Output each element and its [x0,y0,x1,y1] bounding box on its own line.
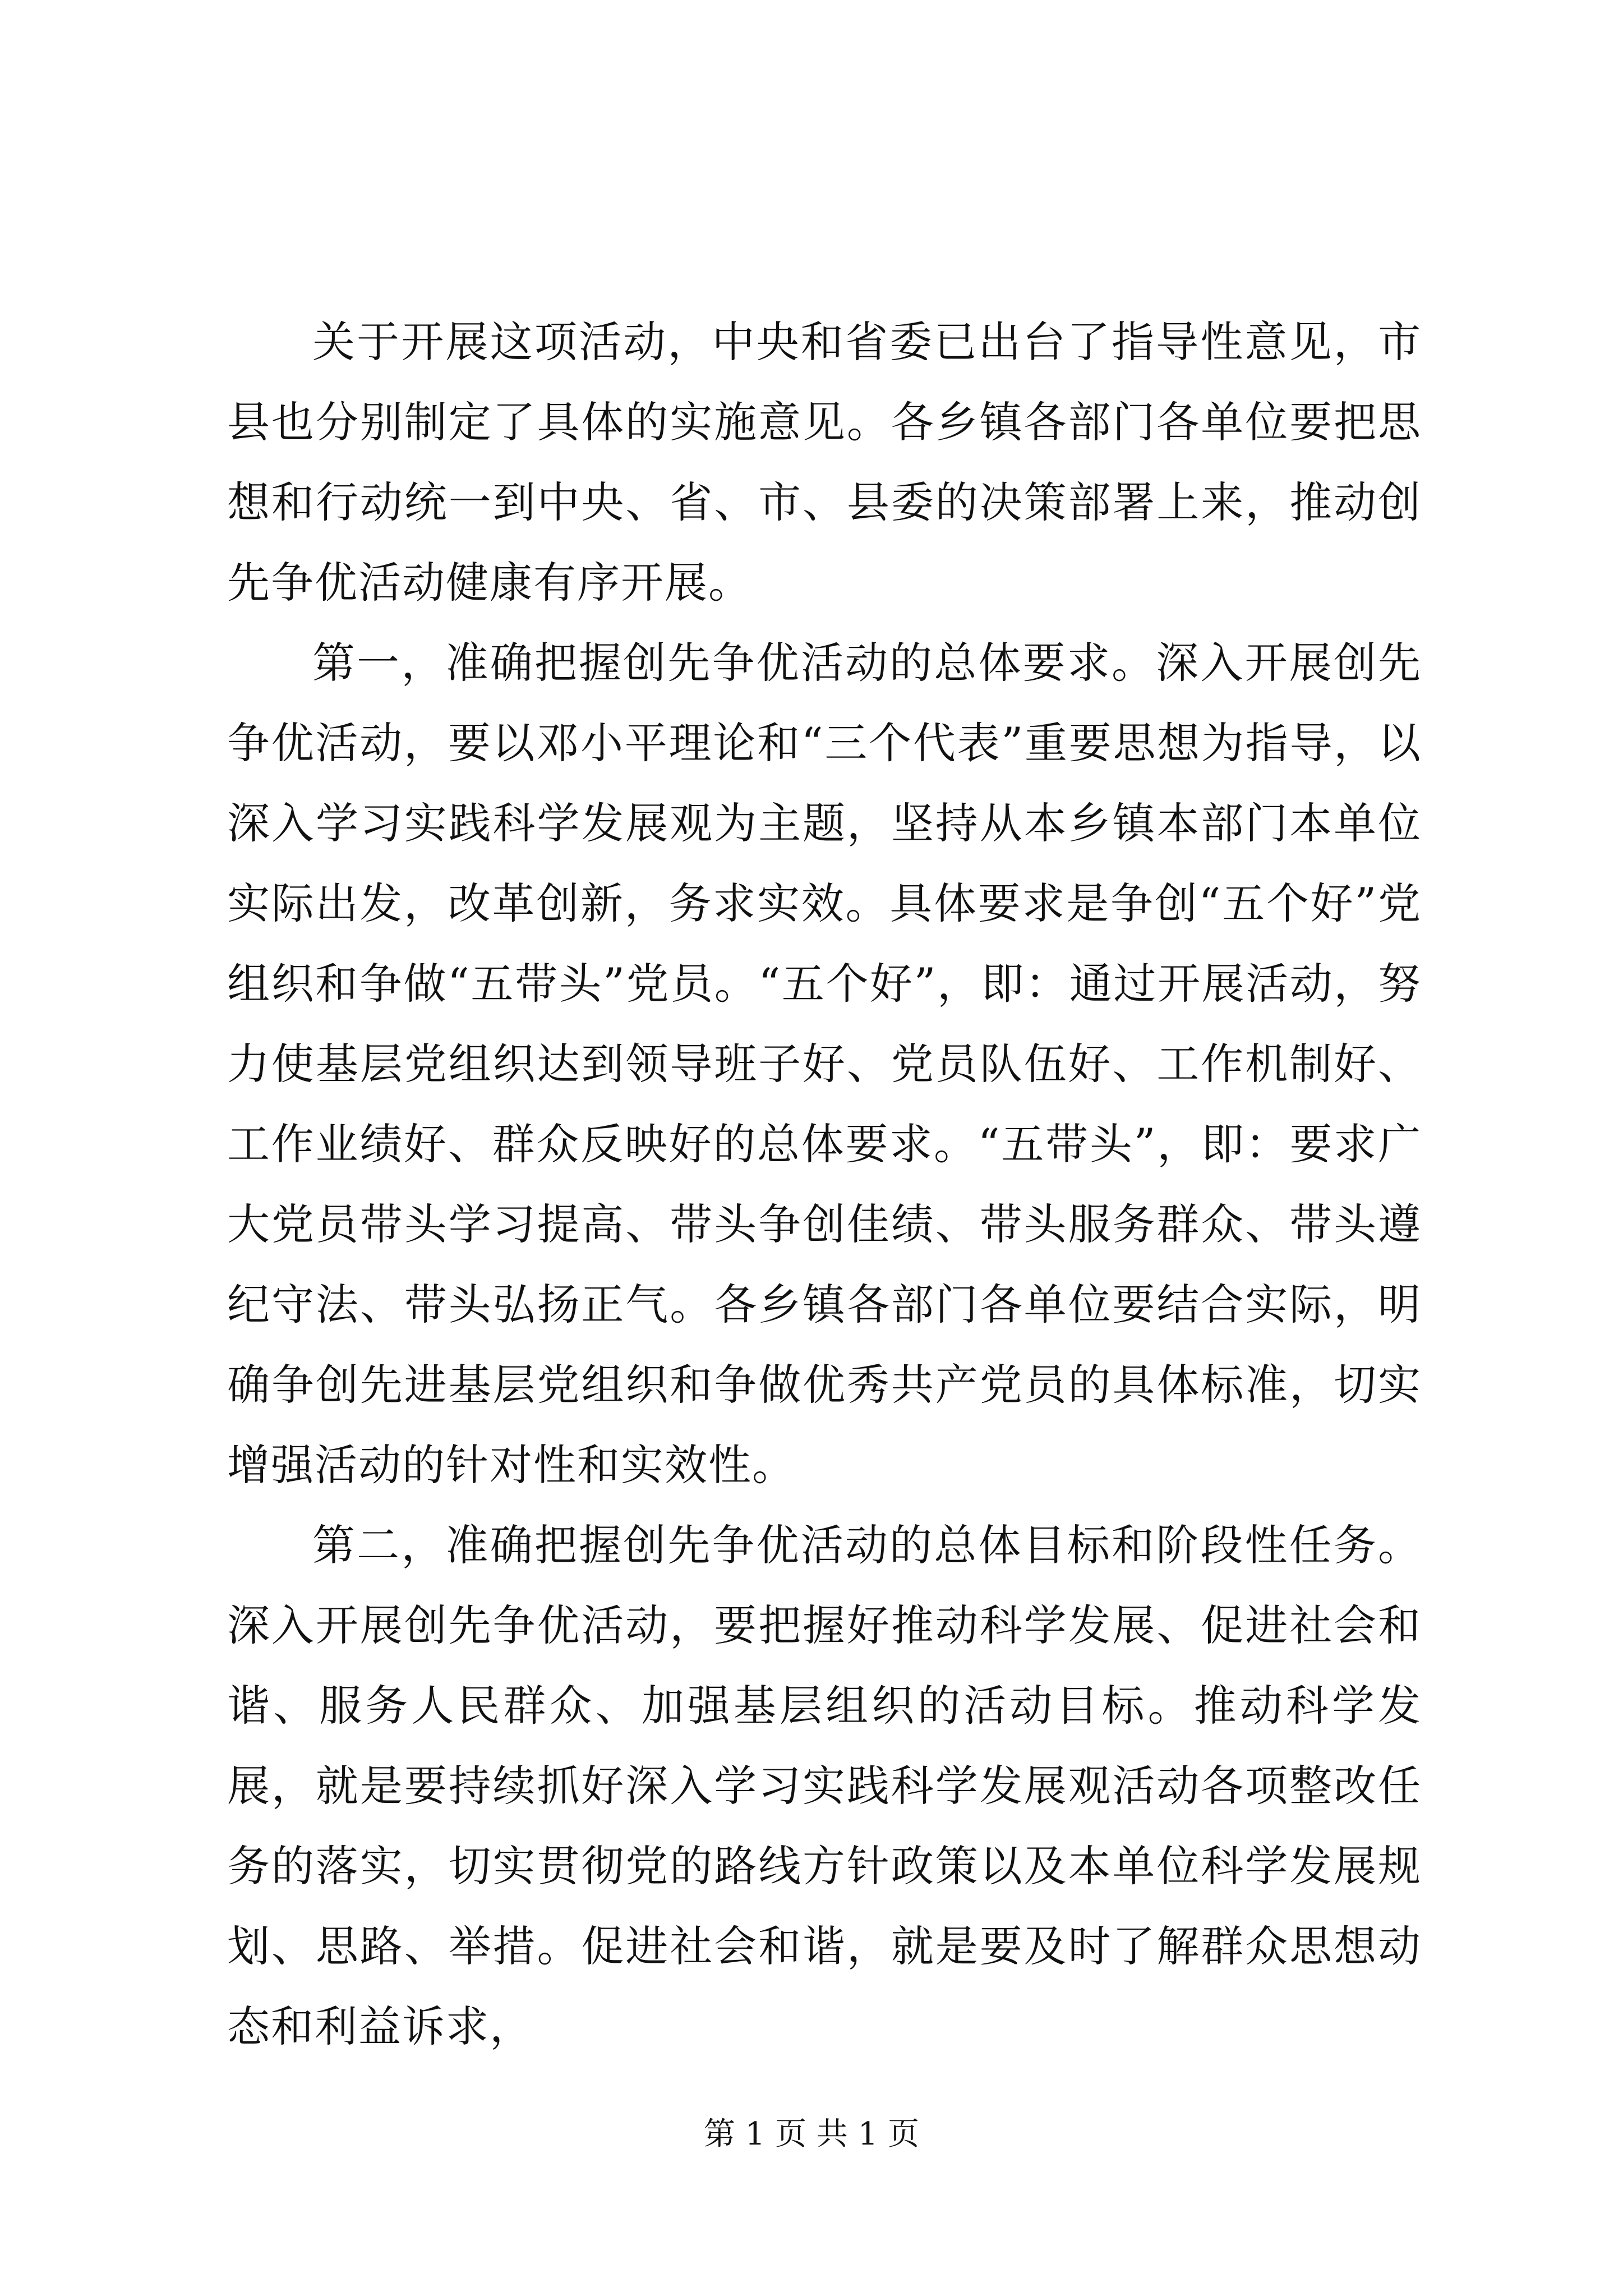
paragraph-second-point: 第二，准确把握创先争优活动的总体目标和阶段性任务。深入开展创先争优活动，要把握好推动科学发展、促进社会和谐、服务人民群众、加强基层组织的活动目标。推动科学发展，就是要持续抓好深入学习实践科学发展观活动各项整改任务的落实，切实贯彻党的路线方针政策以及本单位科学发展规划、思路、举措。促进社会和谐，就是要及时了解群众思想动态和利益诉求， [227,1520,1422,2051]
paragraph-intro: 关于开展这项活动，中央和省委已出台了指导性意见，市县也分别制定了具体的实施意见。各乡镇各部门各单位要把思想和行动统一到中央、省、市、县委的决策部署上来，推动创先争优活动健康有序开展。 [227,317,1422,608]
paragraph-first-point: 第一，准确把握创先争优活动的总体要求。深入开展创先争优活动，要以邓小平理论和“三个代表”重要思想为指导，以深入学习实践科学发展观为主题，坚持从本乡镇本部门本单位实际出发，改革创新，务求实效。具体要求是争创“五个好”党组织和争做“五带头”党员。“五个好”，即：通过开展活动，努力使基层党组织达到领导班子好、党员队伍好、工作机制好、工作业绩好、群众反映好的总体要求。“五带头”，即：要求广大党员带头学习提高、带头争创佳绩、带头服务群众、带头遵纪守法、带头弘扬正气。各乡镇各部门各单位要结合实际，明确争创先进基层党组织和争做优秀共产党员的具体标准，切实增强活动的针对性和实效性。 [227,638,1422,1490]
document-body [227,302,1422,2067]
page-footer: 第 1 页 共 1 页 [703,2116,920,2152]
